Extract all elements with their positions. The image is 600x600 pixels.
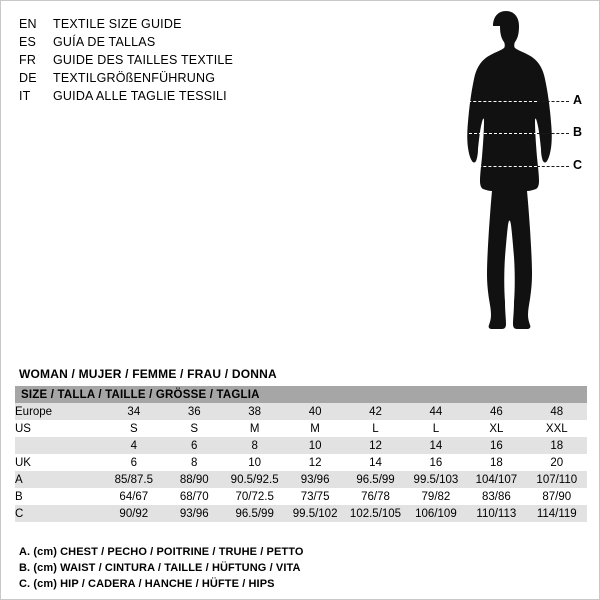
table-row <box>15 488 587 505</box>
cell: 76/78 <box>345 488 405 505</box>
chest-measure-line-extension <box>537 101 569 102</box>
cell: 83/86 <box>466 488 526 505</box>
cell: S <box>104 420 164 437</box>
table-header-row <box>15 386 587 403</box>
cell: 14 <box>345 454 405 471</box>
cell: 8 <box>164 454 224 471</box>
language-title: TEXTILGRÖßENFÜHRUNG <box>53 71 216 85</box>
cell: 48 <box>527 403 587 420</box>
waist-measure-line <box>459 133 537 134</box>
cell: 6 <box>104 454 164 471</box>
cell: 107/110 <box>527 471 587 488</box>
table-row <box>15 454 587 471</box>
cell: 10 <box>285 437 345 454</box>
cell: 40 <box>285 403 345 420</box>
cell: 8 <box>224 437 284 454</box>
language-title: GUÍA DE TALLAS <box>53 35 156 49</box>
table-row <box>15 471 587 488</box>
table-row <box>15 505 587 522</box>
row-label: A <box>15 471 104 488</box>
language-code: EN <box>19 17 37 31</box>
waist-marker-label: B <box>573 125 583 139</box>
language-code: IT <box>19 89 31 103</box>
language-row <box>19 69 439 87</box>
cell: 4 <box>104 437 164 454</box>
cell: 114/119 <box>527 505 587 522</box>
hip-marker-label: C <box>573 158 583 172</box>
table-header-label: SIZE / TALLA / TAILLE / GRÖSSE / TAGLIA <box>15 386 587 403</box>
cell: XL <box>466 420 526 437</box>
cell: 99.5/103 <box>406 471 466 488</box>
hip-measure-line <box>453 166 537 167</box>
cell: 90.5/92.5 <box>224 471 284 488</box>
note-waist: B. (cm) WAIST / CINTURA / TAILLE / HÜFTUNG / VITA <box>19 562 301 574</box>
language-title: TEXTILE SIZE GUIDE <box>53 17 182 31</box>
cell: 34 <box>104 403 164 420</box>
table-row <box>15 420 587 437</box>
row-label: UK <box>15 454 104 471</box>
cell: 38 <box>224 403 284 420</box>
hip-measure-line-extension <box>537 166 569 167</box>
table-group-title: WOMAN / MUJER / FEMME / FRAU / DONNA <box>19 367 277 381</box>
language-row <box>19 51 439 69</box>
cell: 12 <box>345 437 405 454</box>
cell: 88/90 <box>164 471 224 488</box>
row-label: B <box>15 488 104 505</box>
cell: 12 <box>285 454 345 471</box>
chest-measure-line <box>453 101 537 102</box>
cell: S <box>164 420 224 437</box>
language-code: ES <box>19 35 37 49</box>
note-hip: C. (cm) HIP / CADERA / HANCHE / HÜFTE / HIPS <box>19 578 275 590</box>
cell: L <box>406 420 466 437</box>
cell: 20 <box>527 454 587 471</box>
cell: 104/107 <box>466 471 526 488</box>
cell: 85/87.5 <box>104 471 164 488</box>
waist-measure-line-extension <box>537 133 569 134</box>
note-chest: A. (cm) CHEST / PECHO / POITRINE / TRUHE / PETTO <box>19 546 304 558</box>
cell: 10 <box>224 454 284 471</box>
cell: 79/82 <box>406 488 466 505</box>
cell: 64/67 <box>104 488 164 505</box>
language-title: GUIDE DES TAILLES TEXTILE <box>53 53 234 67</box>
woman-silhouette-figure <box>431 9 591 369</box>
woman-silhouette-icon <box>431 9 591 369</box>
table-row <box>15 403 587 420</box>
cell: M <box>224 420 284 437</box>
size-table <box>15 386 587 522</box>
cell: 96.5/99 <box>224 505 284 522</box>
cell: 99.5/102 <box>285 505 345 522</box>
row-label: Europe <box>15 403 104 420</box>
cell: 68/70 <box>164 488 224 505</box>
cell: 102.5/105 <box>345 505 405 522</box>
cell: 96.5/99 <box>345 471 405 488</box>
row-label: C <box>15 505 104 522</box>
measurement-notes <box>19 544 579 592</box>
cell: 44 <box>406 403 466 420</box>
cell: 90/92 <box>104 505 164 522</box>
cell: 18 <box>466 454 526 471</box>
language-row <box>19 87 439 105</box>
cell: 87/90 <box>527 488 587 505</box>
cell: 70/72.5 <box>224 488 284 505</box>
cell: M <box>285 420 345 437</box>
cell: 110/113 <box>466 505 526 522</box>
language-row <box>19 15 439 33</box>
language-title: GUIDA ALLE TAGLIE TESSILI <box>53 89 227 103</box>
cell: 16 <box>466 437 526 454</box>
cell: 6 <box>164 437 224 454</box>
cell: 46 <box>466 403 526 420</box>
cell: 16 <box>406 454 466 471</box>
cell: 93/96 <box>285 471 345 488</box>
row-label <box>15 437 104 454</box>
language-row <box>19 33 439 51</box>
cell: 93/96 <box>164 505 224 522</box>
cell: 18 <box>527 437 587 454</box>
row-label: US <box>15 420 104 437</box>
cell: 42 <box>345 403 405 420</box>
language-title-list <box>19 15 439 105</box>
table-row <box>15 437 587 454</box>
chest-marker-label: A <box>573 93 583 107</box>
cell: 106/109 <box>406 505 466 522</box>
language-code: DE <box>19 71 37 85</box>
cell: L <box>345 420 405 437</box>
cell: 14 <box>406 437 466 454</box>
cell: 73/75 <box>285 488 345 505</box>
cell: 36 <box>164 403 224 420</box>
cell: XXL <box>527 420 587 437</box>
language-code: FR <box>19 53 37 67</box>
